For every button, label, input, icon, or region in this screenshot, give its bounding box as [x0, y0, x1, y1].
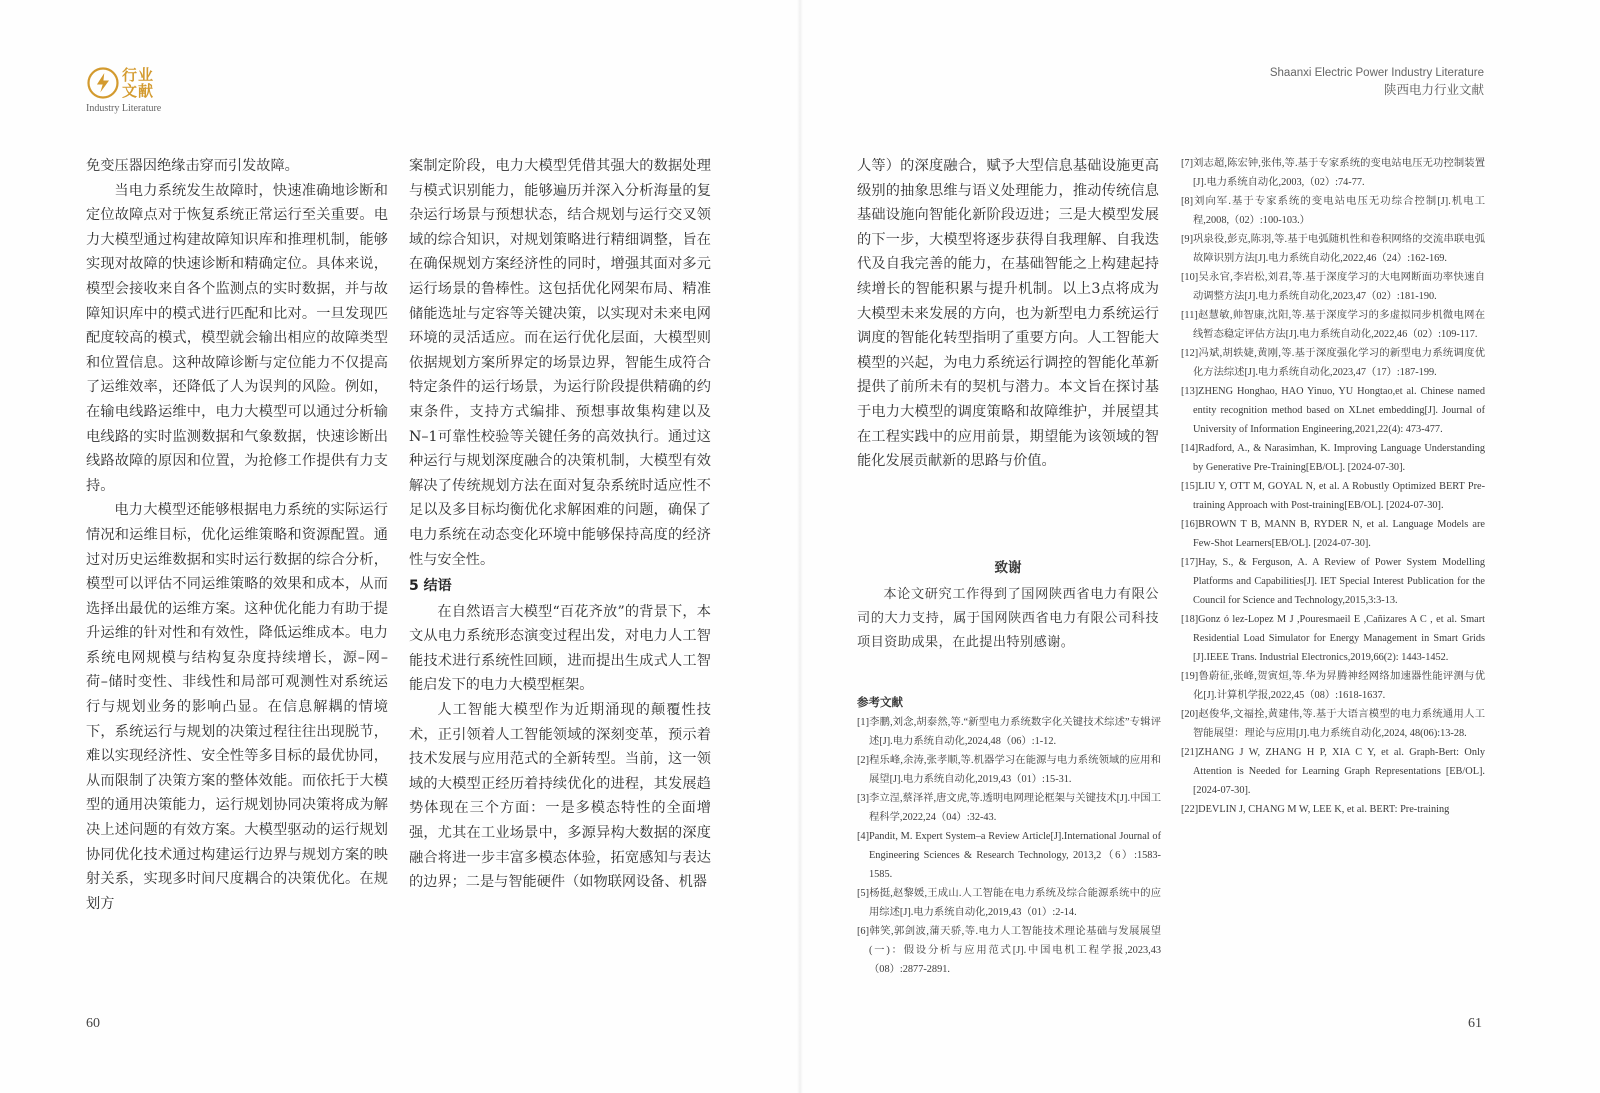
logo-cn-line1: 行业	[122, 66, 155, 84]
paragraph: 电力大模型还能够根据电力系统的实际运行情况和运维目标，优化运维策略和资源配置。通过对历史运维数据和实时运行数据的综合分析，模型可以评估不同运维策略的效果和成本，从而选择出最优的运维方案。这种优化能力有助于提升运维的针对性和有效性，降低运维成本。电力系统电网规模与结构复杂度持续增长，源–网–荷–储时变性、非线性和局部可观测性对系统运行与规划业务的影响凸显。在信息解耦的情境下，系统运行与规划的决策过程往往出现脱节，难以实现经济性、安全性等多目标的最优协同，从而限制了决策方案的整体效能。而依托于大模型的通用决策能力，运行规划协同决策将成为解决上述问题的有效方案。大模型驱动的运行规划协同优化技术通过构建运行边界与规划方案的映射关系，实现多时间尺度耦合的决策优化。在规划方	[86, 502, 388, 912]
paragraph: 案制定阶段，电力大模型凭借其强大的数据处理与模式识别能力，能够遍历并深入分析海量的复杂运行场景与预想状态，结合规划与运行交叉领域的综合知识，对规划策略进行精细调整，旨在在确保规划方案经济性的同时，增强其面对多元运行场景的鲁棒性。这包括优化网架布局、精准储能选址与定容等关键决策，以实现对未来电网环境的灵活适应。而在运行优化层面，大模型则依据规划方案所界定的场景边界，智能生成符合特定条件的运行场景，为运行阶段提供精确的约束条件，支持方式编排、预想事故集构建以及N–1可靠性校验等关键任务的高效执行。通过这种运行与规划深度融合的决策机制，大模型有效解决了传统规划方法在面对复杂系统时适应性不足以及多目标均衡优化求解困难的问题，确保了电力系统在动态变化环境中能够保持高度的经济性与安全性。	[409, 158, 711, 568]
acknowledgement-title: 致谢	[994, 560, 1022, 576]
reference-item: [13]ZHENG Honghao, HAO Yinuo, YU Hongtao,et al. Chinese named entity recognition method based on XLnet embedding[J]. Journal of University of Information Engineering,2021,22(4): 473-477.	[1181, 386, 1485, 435]
reference-item: [11]赵慧敏,帅智康,沈阳,等.基于深度学习的多虚拟同步机微电网在线暂态稳定评估方法[J].电力系统自动化,2022,46（02）:109-117.	[1181, 310, 1485, 340]
page-number-right: 61	[1468, 1016, 1482, 1031]
paragraph: 当电力系统发生故障时，快速准确地诊断和定位故障点对于恢复系统正常运行至关重要。电力大模型通过构建故障知识库和推理机制，能够实现对故障的快速诊断和精确定位。具体来说，模型会接收来自各个监测点的实时数据，并与故障知识库中的模式进行匹配和比对。一旦发现匹配度较高的模式，模型就会输出相应的故障类型和位置信息。这种故障诊断与定位能力不仅提高了运维效率，还降低了人为误判的风险。例如，在输电线路运维中，电力大模型可以通过分析输电线路的实时监测数据和气象数据，快速诊断出线路故障的原因和位置，为抢修工作提供有力支持。	[86, 182, 388, 494]
section-heading: 5 结语	[409, 578, 452, 595]
reference-item: [16]BROWN T B, MANN B, RYDER N, et al. Language Models are Few-Shot Learners[EB/OL]. [2024-07-30].	[1181, 519, 1485, 549]
logo	[86, 66, 206, 116]
acknowledgement-body: 本论文研究工作得到了国网陕西省电力有限公司的大力支持，属于国网陕西省电力有限公司科技项目资助成果，在此提出特别感谢。	[857, 587, 1159, 650]
reference-item: [6]韩笑,郭剑波,蒲天骄,等.电力人工智能技术理论基础与发展展望(一)：假设分析与应用范式[J].中国电机工程学报,2023,43（08）:2877-2891.	[857, 926, 1161, 975]
reference-item: [20]赵俊华,文福拴,黄建伟,等.基于大语言模型的电力系统通用人工智能展望：理论与应用[J].电力系统自动化,2024, 48(06):13-28.	[1181, 709, 1485, 739]
reference-item: [5]杨挺,赵黎媛,王成山.人工智能在电力系统及综合能源系统中的应用综述[J].电力系统自动化,2019,43（01）:2-14.	[857, 888, 1161, 918]
reference-item: [2]程乐峰,余涛,张孝顺,等.机器学习在能源与电力系统领域的应用和展望[J].电力系统自动化,2019,43（01）:15-31.	[857, 755, 1161, 785]
reference-item: [12]冯斌,胡轶婕,黄刚,等.基于深度强化学习的新型电力系统调度优化方法综述[J].电力系统自动化,2023,47（17）:187-199.	[1181, 348, 1485, 378]
paragraph: 人等）的深度融合，赋予大型信息基础设施更高级别的抽象思维与语义处理能力，推动传统信息基础设施向智能化新阶段迈进；三是大模型发展的下一步，大模型将逐步获得自我理解、自我迭代及自我完善的能力，在基础智能之上构建起持续增长的智能积累与提升机制。以上3点将成为大模型未来发展的方向，也为新型电力系统运行调度的智能化转型指明了重要方向。人工智能大模型的兴起，为电力系统运行调控的智能化革新提供了前所未有的契机与潜力。本文旨在探讨基于电力大模型的调度策略和故障维护，并展望其在工程实践中的应用前景，期望能为该领域的智能化发展贡献新的思路与价值。	[857, 158, 1159, 470]
reference-item: [18]Gonz ó lez-Lopez M J ,Pouresmaeil E ,Cañizares A C , et al. Smart Residential Load Simulator for Energy Management in Smart Grids [J].IEEE Trans. Industrial Electronics,2019,66(2): 1443-1452.	[1181, 614, 1485, 663]
body-column-1	[86, 154, 388, 916]
page-fold	[797, 0, 803, 1093]
logo-cn-line2: 文献	[122, 82, 155, 100]
logo-en: Industry Literature	[86, 103, 162, 114]
header-cn: 陕西电力行业文献	[1383, 82, 1484, 97]
reference-item: [1]李鹏,刘念,胡泰然,等.“新型电力系统数字化关键技术综述”专辑评述[J].电力系统自动化,2024,48（06）:1-12.	[857, 717, 1161, 747]
reference-item: [10]吴永官,李岩松,刘君,等.基于深度学习的大电网断面功率快速自动调整方法[J].电力系统自动化,2023,47（02）:181-190.	[1181, 272, 1485, 302]
header-en: Shaanxi Electric Power Industry Literature	[1269, 67, 1484, 79]
reference-item: [22]DEVLIN J, CHANG M W, LEE K, et al. BERT: Pre-training	[1181, 804, 1450, 815]
reference-item: [8]刘向军.基于专家系统的变电站电压无功综合控制[J].机电工程,2008,（02）:100-103.）	[1181, 196, 1485, 226]
reference-item: [17]Hay, S., & Ferguson, A. A Review of Power System Modelling Platforms and Capabilities[J]. IET Special Interest Publication for the Council for Science and Technology,2015,3:3-13.	[1181, 557, 1485, 606]
body-column-3	[857, 154, 1159, 474]
paragraph: 免变压器因绝缘击穿而引发故障。	[86, 158, 299, 174]
reference-item: [21]ZHANG J W, ZHANG H P, XIA C Y, et al. Graph-Bert: Only Attention is Needed for Learning Graph Representations [EB/OL]. [2024-07-30].	[1181, 747, 1485, 796]
body-column-2	[409, 154, 711, 895]
references-list-a	[857, 713, 1161, 979]
reference-item: [9]巩泉役,彭克,陈羽,等.基于电弧随机性和卷积网络的交流串联电弧故障识别方法[J].电力系统自动化,2022,46（24）:162-169.	[1181, 234, 1485, 264]
reference-item: [14]Radford, A., & Narasimhan, K. Improving Language Understanding by Generative Pre-Training[EB/OL]. [2024-07-30].	[1181, 443, 1485, 473]
reference-item: [7]刘志超,陈宏钟,张伟,等.基于专家系统的变电站电压无功控制装置[J].电力系统自动化,2003,（02）:74-77.	[1181, 158, 1485, 188]
reference-item: [3]李立浧,蔡泽祥,唐文虎,等.透明电网理论框架与关键技术[J].中国工程科学,2022,24（04）:32-43.	[857, 793, 1161, 823]
running-header-right	[1270, 66, 1484, 100]
reference-item: [15]LIU Y, OTT M, GOYAL N, et al. A Robustly Optimized BERT Pre-training Approach with Post-training[EB/OL]. [2024-07-30].	[1181, 481, 1485, 511]
references-list-b	[1181, 154, 1485, 819]
reference-item: [4]Pandit, M. Expert System–a Review Article[J].International Journal of Engineering Sciences & Research Technology, 2013,2（6）:1583-1585.	[857, 831, 1161, 880]
paragraph: 人工智能大模型作为近期涌现的颠覆性技术，正引领着人工智能领域的深刻变革，预示着技术发展与应用范式的全新转型。当前，这一领域的大模型正经历着持续优化的进程，其发展趋势体现在三个方面：一是多模态特性的全面增强，尤其在工业场景中，多源异构大数据的深度融合将进一步丰富多模态体验，拓宽感知与表达的边界；二是与智能硬件（如物联网设备、机器	[409, 702, 711, 891]
references-title: 参考文献	[857, 695, 903, 709]
page-number-left: 60	[86, 1016, 100, 1031]
paragraph: 在自然语言大模型“百花齐放”的背景下，本文从电力系统形态演变过程出发，对电力人工智能技术进行系统性回顾，进而提出生成式人工智能启发下的电力大模型框架。	[409, 603, 711, 694]
lightning-bolt-icon	[86, 66, 120, 100]
reference-item: [19]鲁蔚征,张峰,贺寅烜,等.华为昇腾神经网络加速器性能评测与优化[J].计算机学报,2022,45（08）:1618-1637.	[1181, 671, 1485, 701]
